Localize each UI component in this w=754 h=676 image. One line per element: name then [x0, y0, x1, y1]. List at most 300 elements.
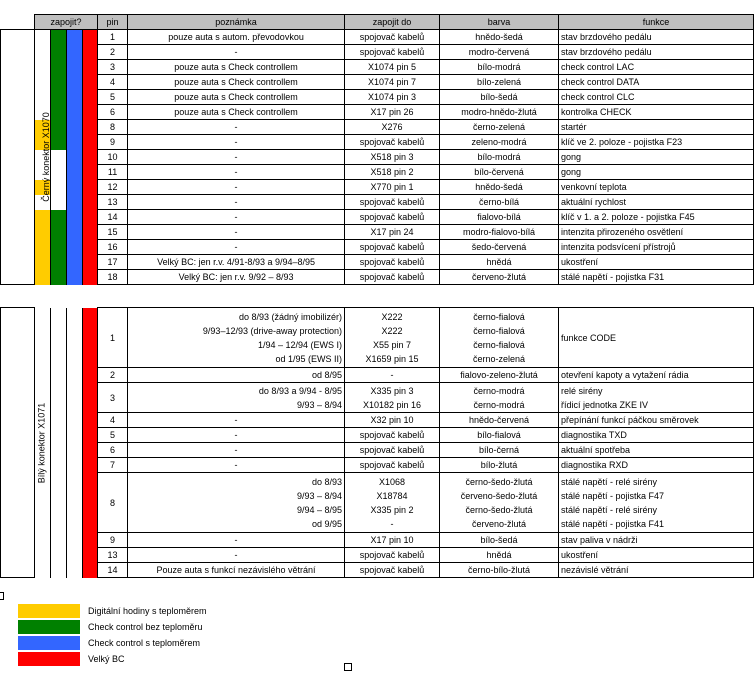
- color-bar: [35, 255, 51, 270]
- table-row: [1, 30, 754, 45]
- note-cell: -: [128, 210, 345, 225]
- pin-cell: 16: [98, 240, 128, 255]
- note-cell: [128, 443, 345, 458]
- table-row: [1, 308, 754, 368]
- color-bar: [67, 270, 83, 285]
- function-cell-line: stálé napětí - pojistka F47: [561, 490, 665, 501]
- function-cell-line: přepínání funkcí páčkou směrovek: [561, 415, 699, 425]
- wire-color-cell-line: fialovo-zeleno-žlutá: [460, 370, 538, 380]
- function-cell: [559, 443, 754, 458]
- connect-to-cell: spojovač kabelů: [345, 30, 440, 45]
- wire-color-cell: bílo-modrá: [440, 60, 559, 75]
- color-bar: [51, 60, 67, 75]
- table-row: [1, 60, 754, 75]
- note-cell-line: od 8/95: [311, 370, 342, 380]
- connect-to-cell-line: spojovač kabelů: [359, 445, 425, 455]
- table-row: [1, 210, 754, 225]
- table-row: [1, 270, 754, 285]
- note-cell: -: [128, 135, 345, 150]
- color-bar: [51, 255, 67, 270]
- function-cell: gong: [559, 165, 754, 180]
- color-bar: [83, 135, 98, 150]
- note-cell: [128, 458, 345, 473]
- wire-color-cell: šedo-červená: [440, 240, 559, 255]
- color-bar: [35, 30, 51, 45]
- note-cell: [128, 533, 345, 548]
- color-bar: [83, 90, 98, 105]
- connect-to-cell-line: -: [390, 518, 394, 529]
- color-bar: [35, 60, 51, 75]
- table-row: [1, 413, 754, 428]
- col-header-pin: pin: [98, 15, 128, 30]
- wire-color-cell: [440, 308, 559, 368]
- connect-to-cell-line: X18784: [376, 490, 408, 501]
- wire-color-cell: bílo-červená: [440, 165, 559, 180]
- connect-to-cell: X1074 pin 5: [345, 60, 440, 75]
- function-cell-line: diagnostika RXD: [561, 460, 629, 470]
- color-bar: [83, 225, 98, 240]
- color-bar: [51, 75, 67, 90]
- connect-to-cell-line: X55 pin 7: [372, 339, 412, 350]
- color-bar: [35, 225, 51, 240]
- wire-color-cell: [440, 413, 559, 428]
- note-cell: Velký BC: jen r.v. 4/91-8/93 a 9/94–8/95: [128, 255, 345, 270]
- wire-color-cell: černo-bílá: [440, 195, 559, 210]
- color-bar: [35, 90, 51, 105]
- pin-cell: 1: [98, 308, 128, 368]
- legend-item: [18, 652, 318, 668]
- connect-to-cell: [345, 428, 440, 443]
- function-cell: check control LAC: [559, 60, 754, 75]
- pin-cell: 1: [98, 30, 128, 45]
- connect-to-cell-line: X222: [381, 325, 403, 336]
- color-bar: [51, 240, 67, 255]
- wire-color-cell: červeno-žlutá: [440, 270, 559, 285]
- note-cell: -: [128, 180, 345, 195]
- wire-color-cell-line: černo-fialová: [473, 311, 525, 322]
- pin-cell: 14: [98, 210, 128, 225]
- pin-cell: 3: [98, 60, 128, 75]
- connect-to-cell: spojovač kabelů: [345, 210, 440, 225]
- pin-cell: 13: [98, 548, 128, 563]
- wire-color-cell: [440, 443, 559, 458]
- color-bar: [51, 195, 67, 210]
- col-header-poznamka: poznámka: [128, 15, 345, 30]
- legend-swatch-blue: [18, 636, 80, 650]
- connect-to-cell: X17 pin 26: [345, 105, 440, 120]
- color-bar: [83, 30, 98, 45]
- connect-to-cell: [345, 368, 440, 383]
- note-cell: -: [128, 195, 345, 210]
- color-bar: [35, 45, 51, 60]
- wire-color-cell: modro-červená: [440, 45, 559, 60]
- pin-cell: 8: [98, 473, 128, 533]
- function-cell-line: stav paliva v nádrži: [561, 535, 638, 545]
- connect-to-cell: X518 pin 3: [345, 150, 440, 165]
- connect-to-cell: X518 pin 2: [345, 165, 440, 180]
- connect-to-cell: spojovač kabelů: [345, 255, 440, 270]
- connector-label-text: Bílý konektor X1071: [36, 402, 47, 483]
- color-bar: [51, 270, 67, 285]
- note-cell: [128, 548, 345, 563]
- note-cell: Velký BC: jen r.v. 9/92 – 8/93: [128, 270, 345, 285]
- pin-cell: 8: [98, 120, 128, 135]
- note-cell-line: -: [234, 550, 238, 560]
- wire-color-cell: bílo-zelená: [440, 75, 559, 90]
- connector-label-text: Černý konektor X1070: [40, 112, 51, 202]
- function-cell: stav brzdového pedálu: [559, 30, 754, 45]
- color-bar: [35, 210, 51, 225]
- note-cell: [128, 368, 345, 383]
- color-bar: [67, 180, 83, 195]
- color-bar: [51, 45, 67, 60]
- color-bar: [51, 150, 67, 165]
- table-row: [1, 240, 754, 255]
- connector-label: [1, 308, 47, 578]
- color-bar: [51, 180, 67, 195]
- note-cell-line: od 9/95: [311, 518, 342, 529]
- connect-to-cell: spojovač kabelů: [345, 270, 440, 285]
- color-bar: [51, 30, 67, 45]
- color-bar: [51, 308, 67, 578]
- color-bar: [51, 225, 67, 240]
- table-row: [1, 473, 754, 533]
- color-bar: [83, 255, 98, 270]
- wire-color-cell-line: černo-bílo-žlutá: [467, 565, 531, 575]
- function-cell: intenzita podsvícení přístrojů: [559, 240, 754, 255]
- connect-to-cell: spojovač kabelů: [345, 240, 440, 255]
- wire-color-cell: černo-zelená: [440, 120, 559, 135]
- function-cell: kontrolka CHECK: [559, 105, 754, 120]
- color-bar: [51, 210, 67, 225]
- col-header-funkce: funkce: [559, 15, 754, 30]
- connect-to-cell: [345, 413, 440, 428]
- color-bar: [83, 165, 98, 180]
- wire-color-cell-line: červeno-žlutá: [471, 518, 527, 529]
- connect-to-cell-line: X10182 pin 16: [362, 399, 422, 410]
- note-cell: [128, 473, 345, 533]
- connect-to-cell: X1074 pin 7: [345, 75, 440, 90]
- pin-cell: 5: [98, 428, 128, 443]
- legend-label: Check control s teploměrem: [88, 638, 201, 648]
- note-cell-line: Pouze auta s funkcí nezávislého větrání: [156, 565, 316, 575]
- table-row: [1, 45, 754, 60]
- color-bar: [67, 210, 83, 225]
- connect-to-cell: X1074 pin 3: [345, 90, 440, 105]
- function-cell-line: diagnostika TXD: [561, 430, 627, 440]
- connect-to-cell: [345, 533, 440, 548]
- connect-to-cell-line: -: [390, 370, 394, 380]
- wire-color-cell-line: černo-modrá: [473, 385, 525, 396]
- table-row: [1, 563, 754, 578]
- table-row: [1, 120, 754, 135]
- function-cell: gong: [559, 150, 754, 165]
- wire-color-cell-line: červeno-šedo-žlutá: [460, 490, 538, 501]
- function-cell: check control CLC: [559, 90, 754, 105]
- function-cell: klíč v 1. a 2. poloze - pojistka F45: [559, 210, 754, 225]
- function-cell-line: ukostření: [561, 550, 599, 560]
- note-cell-line: -: [234, 415, 238, 425]
- note-cell-line: do 8/93: [311, 476, 342, 487]
- color-bar: [35, 75, 51, 90]
- col-header-zapojit-do: zapojit do: [345, 15, 440, 30]
- pin-cell: 9: [98, 533, 128, 548]
- pin-cell: 5: [98, 90, 128, 105]
- function-cell-line: funkce CODE: [561, 332, 617, 343]
- function-cell: stav brzdového pedálu: [559, 45, 754, 60]
- color-bar: [51, 105, 67, 120]
- wire-color-cell-line: černo-modrá: [473, 399, 525, 410]
- note-cell: [128, 563, 345, 578]
- legend-item: [18, 604, 318, 620]
- wire-color-cell-line: bílo-černá: [478, 445, 520, 455]
- color-bar: [67, 255, 83, 270]
- table-header: [1, 15, 754, 30]
- legend-swatch-yellow: [18, 604, 80, 618]
- connect-to-cell-line: spojovač kabelů: [359, 550, 425, 560]
- wire-color-cell-line: černo-fialová: [473, 339, 525, 350]
- wire-color-cell: [440, 563, 559, 578]
- connector-label: [1, 30, 51, 285]
- table-row: [1, 90, 754, 105]
- wire-color-cell: modro-fialovo-bílá: [440, 225, 559, 240]
- table-row: [1, 458, 754, 473]
- table-row: [1, 255, 754, 270]
- pin-cell: 4: [98, 75, 128, 90]
- note-cell: -: [128, 225, 345, 240]
- function-cell: venkovní teplota: [559, 180, 754, 195]
- note-cell-line: 1/94 – 12/94 (EWS I): [257, 339, 342, 350]
- table-row: [1, 225, 754, 240]
- color-bar: [67, 120, 83, 135]
- function-cell-line: řídicí jednotka ZKE IV: [561, 399, 649, 410]
- col-header-barva: barva: [440, 15, 559, 30]
- note-cell: -: [128, 150, 345, 165]
- table-row: [1, 180, 754, 195]
- color-bar: [83, 240, 98, 255]
- note-cell-line: 9/93 – 8/94: [296, 399, 342, 410]
- legend-swatch-red: [18, 652, 80, 666]
- note-cell: [128, 428, 345, 443]
- wire-color-cell: bílo-šedá: [440, 90, 559, 105]
- color-bar: [67, 150, 83, 165]
- color-bar: [35, 240, 51, 255]
- function-cell: [559, 473, 754, 533]
- table-row: [1, 443, 754, 458]
- color-bar: [67, 30, 83, 45]
- wire-color-cell: fialovo-bílá: [440, 210, 559, 225]
- function-cell-line: stálé napětí - relé sirény: [561, 504, 658, 515]
- pin-cell: 9: [98, 135, 128, 150]
- white-connector-table: [0, 307, 754, 578]
- wire-color-cell: [440, 458, 559, 473]
- wire-color-cell-line: bílo-žlutá: [480, 460, 518, 470]
- function-cell: [559, 368, 754, 383]
- legend-swatch-green: [18, 620, 80, 634]
- note-cell: pouze auta s Check controllem: [128, 105, 345, 120]
- function-cell-line: relé sirény: [561, 385, 603, 396]
- pin-cell: 13: [98, 195, 128, 210]
- connect-to-cell-line: X335 pin 3: [370, 385, 414, 396]
- table-row: [1, 428, 754, 443]
- table-row: [1, 548, 754, 563]
- note-cell: -: [128, 165, 345, 180]
- color-bar: [83, 75, 98, 90]
- wire-color-cell-line: černo-šedo-žlutá: [465, 504, 533, 515]
- legend-item: [18, 636, 318, 652]
- note-cell: pouze auta s autom. převodovkou: [128, 30, 345, 45]
- note-cell: -: [128, 120, 345, 135]
- color-bar: [51, 135, 67, 150]
- color-bar: [51, 90, 67, 105]
- function-cell: [559, 413, 754, 428]
- connect-to-cell-line: X1659 pin 15: [365, 353, 419, 364]
- note-cell-line: -: [234, 460, 238, 470]
- note-cell-line: -: [234, 430, 238, 440]
- function-cell: [559, 308, 754, 368]
- wire-color-cell-line: hnědá: [486, 550, 512, 560]
- note-cell-line: -: [234, 445, 238, 455]
- connect-to-cell-line: X32 pin 10: [370, 415, 414, 425]
- wire-color-cell-line: bílo-fialová: [477, 430, 521, 440]
- connect-to-cell-line: X222: [381, 311, 403, 322]
- note-cell-line: od 1/95 (EWS II): [275, 353, 342, 364]
- connect-to-cell: [345, 443, 440, 458]
- color-bar: [67, 225, 83, 240]
- color-bar: [83, 270, 98, 285]
- color-bar: [67, 75, 83, 90]
- wire-color-cell-line: bílo-šedá: [480, 535, 518, 545]
- legend-item: [18, 620, 318, 636]
- color-bar: [83, 308, 98, 578]
- table-row: [1, 195, 754, 210]
- connect-to-cell: spojovač kabelů: [345, 135, 440, 150]
- col-header-zapojit: zapojit?: [35, 15, 98, 30]
- wire-color-cell: [440, 383, 559, 413]
- note-cell-line: -: [234, 535, 238, 545]
- wire-color-cell-line: černo-fialová: [473, 325, 525, 336]
- black-connector-table: [0, 14, 754, 285]
- connect-to-cell-line: X17 pin 10: [370, 535, 414, 545]
- function-cell: [559, 458, 754, 473]
- connect-to-cell: X276: [345, 120, 440, 135]
- function-cell: startér: [559, 120, 754, 135]
- pin-cell: 17: [98, 255, 128, 270]
- legend-label: Check control bez teploměru: [88, 622, 203, 632]
- color-bar: [83, 195, 98, 210]
- pin-cell: 12: [98, 180, 128, 195]
- function-cell: [559, 428, 754, 443]
- color-bar: [67, 105, 83, 120]
- function-cell: ukostření: [559, 255, 754, 270]
- function-cell: check control DATA: [559, 75, 754, 90]
- note-cell-line: 9/93 – 8/94: [296, 490, 342, 501]
- note-cell: [128, 383, 345, 413]
- wire-color-cell: zeleno-modrá: [440, 135, 559, 150]
- function-cell-line: aktuální spotřeba: [561, 445, 631, 455]
- note-cell-line: do 8/93 (žádný imobilizér): [238, 311, 342, 322]
- table-row: [1, 165, 754, 180]
- connect-to-cell-line: X335 pin 2: [370, 504, 414, 515]
- function-cell-line: stálé napětí - pojistka F41: [561, 518, 665, 529]
- connect-to-cell: [345, 548, 440, 563]
- connect-to-cell-line: spojovač kabelů: [359, 430, 425, 440]
- pin-cell: 10: [98, 150, 128, 165]
- note-cell: -: [128, 240, 345, 255]
- pin-cell: 6: [98, 105, 128, 120]
- table-row: [1, 150, 754, 165]
- function-cell-line: nezávislé větrání: [561, 565, 629, 575]
- connect-to-cell: spojovač kabelů: [345, 195, 440, 210]
- note-cell: [128, 308, 345, 368]
- function-cell: klíč ve 2. poloze - pojistka F23: [559, 135, 754, 150]
- connect-to-cell-line: spojovač kabelů: [359, 565, 425, 575]
- connect-to-cell: [345, 473, 440, 533]
- note-cell: pouze auta s Check controllem: [128, 75, 345, 90]
- connect-to-cell: spojovač kabelů: [345, 45, 440, 60]
- wire-color-cell-line: černo-šedo-žlutá: [465, 476, 533, 487]
- wire-color-cell: hnědo-šedá: [440, 180, 559, 195]
- function-cell-line: otevření kapoty a vytažení rádia: [561, 370, 689, 380]
- pin-cell: 18: [98, 270, 128, 285]
- color-bar: [83, 45, 98, 60]
- note-cell: pouze auta s Check controllem: [128, 90, 345, 105]
- table-row: [1, 75, 754, 90]
- table-row: [1, 105, 754, 120]
- connect-to-cell: [345, 383, 440, 413]
- note-cell-line: do 8/93 a 9/94 - 8/95: [258, 385, 342, 396]
- note-cell: [128, 413, 345, 428]
- connect-to-cell-line: X1068: [378, 476, 406, 487]
- wire-color-cell: [440, 473, 559, 533]
- connect-to-cell: [345, 308, 440, 368]
- table-row: [1, 383, 754, 413]
- wire-color-cell: modro-hnědo-žlutá: [440, 105, 559, 120]
- pin-cell: 3: [98, 383, 128, 413]
- pin-cell: 6: [98, 443, 128, 458]
- color-bar: [35, 270, 51, 285]
- table-row: [1, 135, 754, 150]
- color-bar: [51, 120, 67, 135]
- wire-color-cell-line: černo-zelená: [472, 353, 526, 364]
- note-cell-line: 9/93–12/93 (drive-away protection): [202, 325, 342, 336]
- table-row: [1, 533, 754, 548]
- note-cell-line: 9/94 – 8/95: [296, 504, 342, 515]
- color-bar: [83, 180, 98, 195]
- pin-cell: 7: [98, 458, 128, 473]
- wire-color-cell: bílo-modrá: [440, 150, 559, 165]
- color-bar: [67, 45, 83, 60]
- connect-to-cell-line: spojovač kabelů: [359, 460, 425, 470]
- function-cell: [559, 383, 754, 413]
- pin-cell: 11: [98, 165, 128, 180]
- connect-to-cell: [345, 563, 440, 578]
- wire-color-cell: hnědo-šedá: [440, 30, 559, 45]
- wire-color-cell: [440, 428, 559, 443]
- color-bar: [83, 60, 98, 75]
- color-bar: [67, 90, 83, 105]
- color-bar: [67, 308, 83, 578]
- pin-cell: 2: [98, 368, 128, 383]
- wire-color-cell-line: hnědo-červená: [468, 415, 530, 425]
- pin-cell: 2: [98, 45, 128, 60]
- wire-color-cell: [440, 548, 559, 563]
- wire-color-cell: [440, 368, 559, 383]
- color-bar: [67, 165, 83, 180]
- note-cell: -: [128, 45, 345, 60]
- legend-label: Velký BC: [88, 654, 125, 664]
- function-cell: [559, 533, 754, 548]
